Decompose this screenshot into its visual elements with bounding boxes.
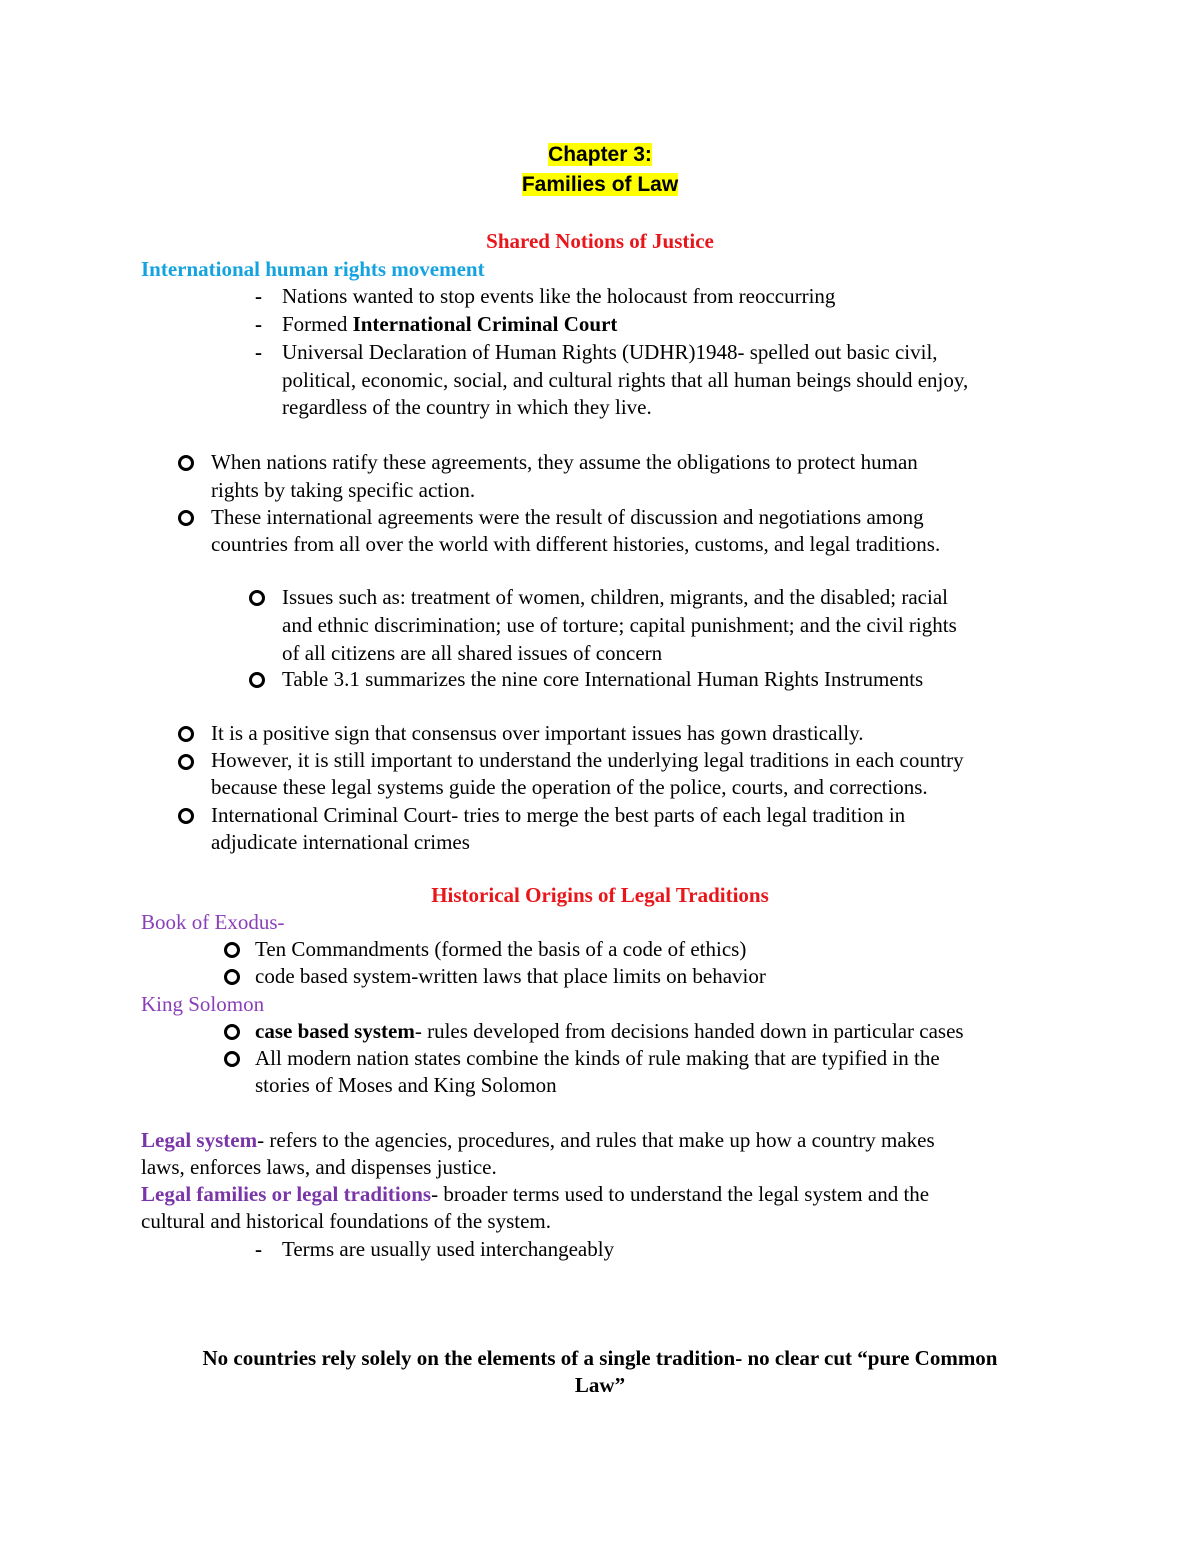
dash-item-3-line1: Universal Declaration of Human Rights (UDHR)1948- spelled out basic civil, — [282, 340, 938, 364]
dash-item-2 — [282, 311, 617, 338]
circle-bullet-icon — [224, 1051, 240, 1067]
solomon-item-1 — [255, 1018, 964, 1045]
label-book-of-exodus: Book of Exodus- — [141, 910, 285, 934]
legal-families-def-line1 — [141, 1181, 929, 1208]
circle-bullet-icon — [178, 726, 194, 742]
dash-icon: - — [255, 1237, 262, 1261]
circle-bullet-icon — [224, 942, 240, 958]
dash-icon: - — [255, 340, 262, 364]
dash-icon: - — [255, 284, 262, 308]
bullet-a1-line1: When nations ratify these agreements, they assume the obligations to protect human — [211, 450, 918, 474]
chapter-name: Families of Law — [521, 173, 679, 196]
legal-system-def-text: - refers to the agencies, procedures, and rules that make up how a country makes — [257, 1128, 935, 1152]
bullet-a2-line2: countries from all over the world with different histories, customs, and legal traditions. — [211, 532, 941, 556]
solomon-item-2-line2: stories of Moses and King Solomon — [255, 1073, 557, 1097]
bullet-c3-line2: adjudicate international crimes — [211, 830, 470, 854]
conclusion-line1: No countries rely solely on the elements of a single tradition- no clear cut “pure Common — [202, 1346, 998, 1370]
circle-bullet-icon — [249, 672, 265, 688]
bullet-b1-line3: of all citizens are all shared issues of concern — [282, 641, 663, 665]
case-based-system-term: case based system — [255, 1019, 415, 1043]
exodus-item-1: Ten Commandments (formed the basis of a code of ethics) — [255, 937, 747, 961]
legal-families-def-text: - broader terms used to understand the legal system and the — [431, 1182, 930, 1206]
exodus-item-2: code based system-written laws that place limits on behavior — [255, 964, 766, 988]
bullet-c3-line1: International Criminal Court- tries to merge the best parts of each legal tradition in — [211, 803, 906, 827]
section-heading-shared-notions: Shared Notions of Justice — [486, 229, 714, 253]
legal-families-def-line2: cultural and historical foundations of the system. — [141, 1209, 551, 1233]
circle-bullet-icon — [178, 754, 194, 770]
legal-system-def-line2: laws, enforces laws, and dispenses justice. — [141, 1155, 497, 1179]
dash-item-3-line2: political, economic, social, and cultural rights that all human beings should enjoy, — [282, 368, 969, 392]
circle-bullet-icon — [178, 510, 194, 526]
dash-icon: - — [255, 312, 262, 336]
bullet-b2-line1: Table 3.1 summarizes the nine core International Human Rights Instruments — [282, 667, 924, 691]
bullet-c2-line2: because these legal systems guide the operation of the police, courts, and corrections. — [211, 775, 928, 799]
bullet-a1-line2: rights by taking specific action. — [211, 478, 476, 502]
legal-families-term: Legal families or legal traditions — [141, 1182, 432, 1206]
bullet-c2-line1: However, it is still important to understand the underlying legal traditions in each country — [211, 748, 964, 772]
circle-bullet-icon — [178, 455, 194, 471]
solomon-item-1-rest: - rules developed from decisions handed down in particular cases — [414, 1019, 964, 1043]
legal-system-def-line1 — [141, 1127, 935, 1154]
chapter-number: Chapter 3: — [548, 143, 652, 166]
circle-bullet-icon — [178, 808, 194, 824]
bullet-b1-line2: and ethnic discrimination; use of torture; capital punishment; and the civil rights — [282, 613, 957, 637]
dash-item-1: Nations wanted to stop events like the holocaust from reoccurring — [282, 284, 836, 308]
label-king-solomon: King Solomon — [141, 992, 265, 1016]
dash-item-2-prefix: Formed — [282, 312, 353, 336]
circle-bullet-icon — [224, 969, 240, 985]
section-heading-historical-origins: Historical Origins of Legal Traditions — [431, 883, 769, 907]
circle-bullet-icon — [249, 590, 265, 606]
icc-bold-term: International Criminal Court — [352, 312, 618, 336]
solomon-item-2-line1: All modern nation states combine the kinds of rule making that are typified in the — [255, 1046, 940, 1070]
subheading-human-rights: International human rights movement — [141, 257, 485, 281]
legal-system-term: Legal system — [141, 1128, 258, 1152]
legal-families-sub-item: Terms are usually used interchangeably — [282, 1237, 615, 1261]
chapter-title — [0, 141, 1200, 168]
dash-item-3-line3: regardless of the country in which they live. — [282, 395, 652, 419]
circle-bullet-icon — [224, 1024, 240, 1040]
chapter-subtitle — [0, 171, 1200, 198]
bullet-b1-line1: Issues such as: treatment of women, children, migrants, and the disabled; racial — [282, 585, 948, 609]
bullet-a2-line1: These international agreements were the result of discussion and negotiations among — [211, 505, 924, 529]
bullet-c1-line1: It is a positive sign that consensus over important issues has gown drastically. — [211, 721, 864, 745]
conclusion-line2: Law” — [574, 1373, 626, 1397]
